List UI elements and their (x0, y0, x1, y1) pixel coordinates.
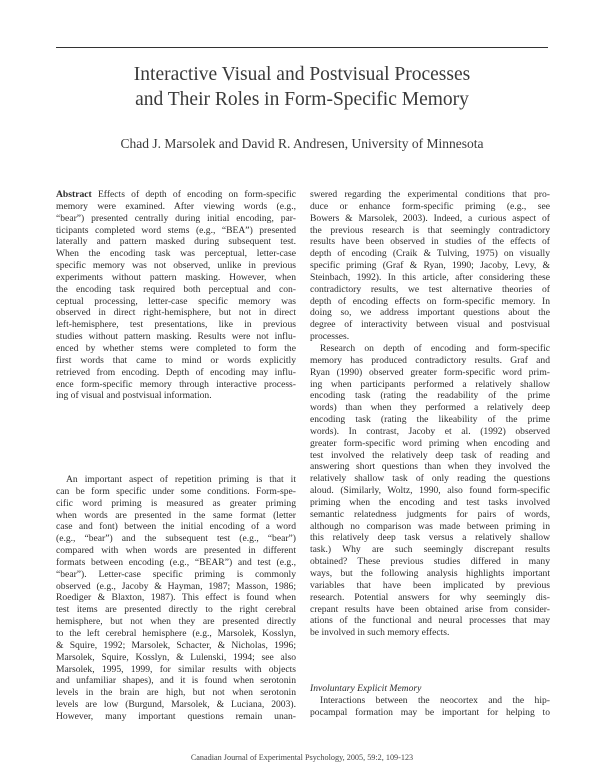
body-line: An important aspect of repetition priming is that it (66, 474, 296, 485)
abstract-line: the encoding task required both perceptual and con- (56, 283, 296, 295)
abstract-label: Abstract (56, 189, 92, 200)
body-line: this relatively deep task versus a relatively shallow (310, 532, 550, 544)
body-line: levels are low (Burgund, Marsolek, & Luciana, 2003). (56, 699, 296, 711)
body-line: research. Potential answers for why seemingly dis- (310, 591, 550, 603)
body-line: doing so, we address important questions about the (310, 307, 550, 319)
abstract-line: memory were examined. After viewing words (e.g., (56, 200, 296, 212)
abstract-line: ence form-specific memory through interactive process- (56, 378, 296, 390)
body-line: test involved the relatively deep task of reading and (310, 449, 550, 461)
body-line: to the left cerebral hemisphere (e.g., Marsolek, Kosslyn, (56, 627, 296, 639)
body-line: semantic relatedness judgments for pairs of words, (310, 508, 550, 520)
body-line: However, many important questions remain unan- (56, 710, 296, 722)
body-line: pocampal formation may be important for helping to (310, 706, 550, 718)
body-line: answering short questions than when they involved the (310, 461, 550, 473)
body-line: compared with when words are presented in different (56, 545, 296, 557)
intro-paragraph (56, 474, 296, 723)
abstract-line: When the encoding task was perceptual, letter-case (56, 248, 296, 260)
body-line: Bowers & Marsolek, 2003). Indeed, a curious aspect of (310, 212, 550, 224)
abstract-line: left-hemisphere, test presentations, like in previous (56, 319, 296, 331)
abstract-line: laterally and pattern masked during subsequent test. (56, 236, 296, 248)
abstract-line: specific memory was not observed, unlike in previous (56, 260, 296, 272)
abstract-line: ing of visual and postvisual information. (56, 390, 212, 402)
body-line: depth of encoding effects on form-specific memory. In (310, 295, 550, 307)
body-line: priming when the encoding and test tasks involved (310, 496, 550, 508)
body-line: depth of encoding (Craik & Tulving, 1975) on visually (310, 248, 550, 260)
body-line: contradictory results, we test alternative theories of (310, 283, 550, 295)
body-line: Steinbach, 1992). In this article, after considering these (310, 271, 550, 283)
body-line: swered regarding the experimental conditions that pro- (310, 189, 550, 200)
body-line: can be form specific under some conditions. Form-spe- (56, 485, 296, 497)
right-column-bottom (310, 683, 550, 719)
abstract-line: observed in direct right-hemisphere, but not in direct (56, 307, 296, 319)
body-line: processes. (310, 331, 350, 343)
body-line: cific word priming is measured as greater priming (56, 497, 296, 509)
section-subheading: Involuntary Explicit Memory (310, 683, 422, 694)
body-line: ing when participants performed a relatively shallow (310, 378, 550, 390)
author-line: Chad J. Marsolek and David R. Andresen, University of Minnesota (120, 136, 484, 151)
body-line: duce or enhance form-specific priming (e.g., see (310, 200, 550, 212)
abstract-line: ticipants completed word stems (e.g., “BEA”) presented (56, 224, 296, 236)
body-line: although no comparison was made between priming in (310, 520, 550, 532)
body-line: ations of the functional and neural processes that may (310, 615, 550, 627)
right-column-top (310, 189, 550, 639)
body-line: results have been observed in studies of the effects of (310, 236, 550, 248)
abstract-line: enced by whether stems were completed to form the (56, 342, 296, 354)
abstract (56, 189, 296, 402)
body-line: Interactions between the neocortex and the hip- (320, 694, 550, 706)
body-line: be involved in such memory effects. (310, 627, 450, 639)
body-line: Roediger & Blaxton, 1987). This effect is found when (56, 592, 296, 604)
body-line: variables that have been implicated by previous (310, 579, 550, 591)
body-line: task.) Why are such seemingly discrepant results (310, 544, 550, 556)
body-line: hemisphere, but not when they are presented directly (56, 616, 296, 628)
abstract-line: Abstract Effects of depth of encoding on form-specific (56, 189, 296, 200)
body-line: words) than when they performed a relatively deep (310, 402, 550, 414)
body-line: relatively shallow task of only reading the questions (310, 473, 550, 485)
body-line: ways, but the following analysis highlights important (310, 568, 550, 579)
body-line: encoding task (rating the readability of the prime (310, 390, 550, 402)
body-line: “bear”). Letter-case specific priming is commonly (56, 568, 296, 580)
body-line: greater form-specific word priming when encoding and (310, 437, 550, 449)
title-line: Interactive Visual and Postvisual Processes (133, 64, 471, 85)
body-line: test items are presented directly to the right cerebral (56, 604, 296, 616)
title-line: and Their Roles in Form-Specific Memory (135, 89, 469, 110)
body-line: & Squire, 1992; Marsolek, Schacter, & Nicholas, 1996; (56, 639, 296, 651)
body-line: aloud. (Similarly, Woltz, 1990, also found form-specific (310, 485, 550, 497)
abstract-line: retrieved from encoding. Depth of encoding may influ- (56, 366, 296, 378)
body-line: Marsolek, Squire, Kosslyn, & Lulenski, 1994; see also (56, 651, 296, 663)
body-line: case and font) between the initial encoding of a word (56, 521, 296, 533)
paper-title (56, 62, 548, 112)
journal-footer: Canadian Journal of Experimental Psychology, 2005, 59:2, 109-123 (190, 753, 414, 762)
abstract-line: “bear”) presented centrally during initial encoding, par- (56, 212, 296, 224)
body-line: when words are presented in the same format (letter (56, 509, 296, 521)
body-line: Marsolek, 1995, 1999, for similar results with objects (56, 663, 296, 675)
abstract-line: first words that came to mind or words explicitly (56, 354, 296, 366)
body-line: the previous research is that seemingly contradictory (310, 224, 550, 236)
body-line: memory has produced contradictory results. Graf and (310, 354, 550, 366)
body-line: Ryan (1990) observed greater form-specific word prim- (310, 366, 550, 378)
body-line: specific priming (Graf & Ryan, 1990; Jacoby, Levy, & (310, 260, 550, 272)
body-line: degree of interactivity between visual and postvisual (310, 319, 550, 331)
abstract-line: studies without pattern masking. Results were not influ- (56, 331, 296, 343)
abstract-line: ceptual processing, letter-case specific memory was (56, 295, 296, 307)
body-line: and unfamiliar shapes), and it is found when serotonin (56, 675, 296, 687)
body-line: crepant results have been obtained arise from consider- (310, 603, 550, 615)
body-line: observed (e.g., Jacoby & Hayman, 1987; Masson, 1986; (56, 580, 296, 592)
body-line: (e.g., “bear”) and the subsequent test (e.g., “bear”) (56, 533, 296, 545)
body-line: words). In contrast, Jacoby et al. (1992) observed (310, 425, 550, 437)
body-line: obtained? These previous studies differed in many (310, 556, 550, 568)
body-line: formats between encoding (e.g., “BEAR”) and test (e.g., (56, 556, 296, 568)
body-line: Research on depth of encoding and form-specific (320, 342, 550, 354)
top-rule (56, 47, 548, 48)
abstract-line: experiments without pattern masking. However, when (56, 271, 296, 283)
body-line: levels in the brain are high, but not when serotonin (56, 687, 296, 699)
body-line: encoding task (rating the likeability of the prime (310, 414, 550, 426)
